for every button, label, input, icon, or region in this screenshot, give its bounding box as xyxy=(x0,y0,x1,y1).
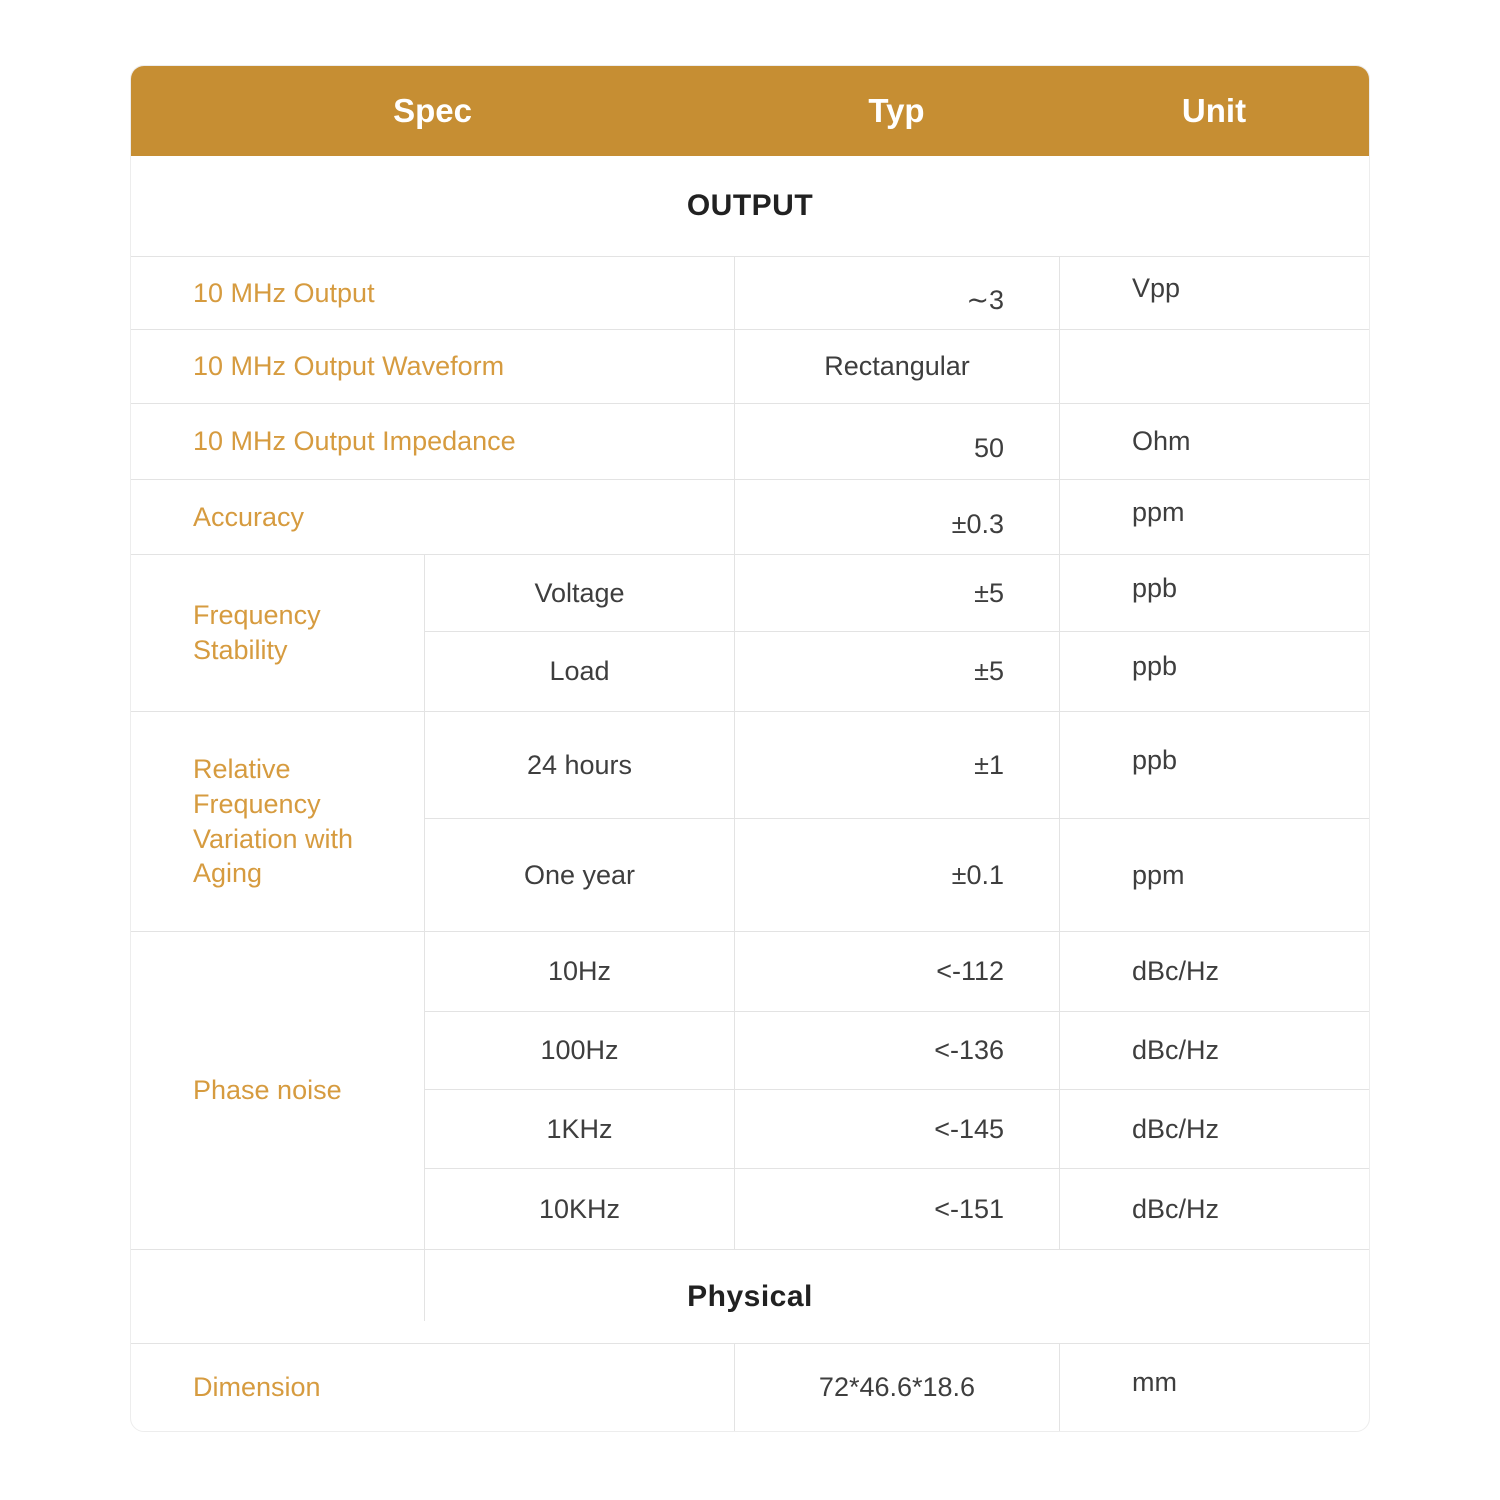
unit-one-year: ppm xyxy=(1059,818,1369,931)
spec-label-phase-noise xyxy=(131,931,424,1249)
typ-value-10khz: <-151 xyxy=(734,1168,1059,1249)
subspec-voltage: Voltage xyxy=(424,554,734,631)
typ-value-load: ±5 xyxy=(734,631,1059,711)
unit-10mhz-output-text: Vpp xyxy=(1132,272,1181,303)
column-header-unit-label: Unit xyxy=(1181,92,1247,129)
spec-label-waveform: 10 MHz Output Waveform xyxy=(131,329,734,403)
subspec-1khz: 1KHz xyxy=(424,1089,734,1168)
typ-value-impedance xyxy=(734,403,1059,479)
subspec-one-year: One year xyxy=(424,818,734,931)
unit-load-text: ppb xyxy=(1132,651,1178,681)
spec-label-accuracy: Accuracy xyxy=(131,479,734,554)
spec-label-aging xyxy=(131,711,424,931)
typ-value-10mhz-output xyxy=(734,256,1059,329)
spec-label-frequency-stability-text: Frequency Stability xyxy=(193,600,321,665)
typ-value-24-hours: ±1 xyxy=(734,711,1059,818)
unit-dimension xyxy=(1059,1343,1369,1431)
unit-impedance: Ohm xyxy=(1059,403,1369,479)
typ-value-accuracy xyxy=(734,479,1059,554)
typ-value-1khz: <-145 xyxy=(734,1089,1059,1168)
typ-value-100hz: <-136 xyxy=(734,1011,1059,1089)
physical-row-partial-divider xyxy=(424,1249,425,1321)
typ-value-voltage: ±5 xyxy=(734,554,1059,631)
unit-waveform xyxy=(1059,329,1369,403)
subspec-load: Load xyxy=(424,631,734,711)
column-header-spec xyxy=(131,66,734,156)
unit-accuracy-text: ppm xyxy=(1132,496,1185,527)
typ-value-impedance-text: 50 xyxy=(973,433,1004,463)
subspec-10khz: 10KHz xyxy=(424,1168,734,1249)
typ-value-accuracy-text: ±0.3 xyxy=(951,508,1004,539)
section-title-output: OUTPUT xyxy=(686,189,814,222)
unit-voltage-text: ppb xyxy=(1132,572,1178,603)
unit-dimension-text: mm xyxy=(1132,1367,1177,1397)
typ-value-10mhz-output-text: ∼3 xyxy=(966,284,1004,315)
spec-label-impedance: 10 MHz Output Impedance xyxy=(131,403,734,479)
column-header-spec-label: Spec xyxy=(393,92,472,129)
unit-10khz: dBc/Hz xyxy=(1059,1168,1369,1249)
typ-value-one-year: ±0.1 xyxy=(734,818,1059,931)
spec-label-dimension: Dimension xyxy=(131,1343,734,1431)
column-header-typ xyxy=(734,66,1059,156)
typ-value-waveform: Rectangular xyxy=(734,329,1059,403)
column-header-typ-label: Typ xyxy=(868,92,925,129)
subspec-10hz: 10Hz xyxy=(424,931,734,1011)
spec-label-aging-text: Relative Frequency Variation with Aging xyxy=(193,754,354,889)
unit-24-hours-text: ppb xyxy=(1132,744,1178,775)
spec-label-frequency-stability xyxy=(131,554,424,711)
typ-value-dimension: 72*46.6*18.6 xyxy=(734,1343,1059,1431)
unit-load xyxy=(1059,631,1369,711)
typ-value-10hz: <-112 xyxy=(734,931,1059,1011)
unit-10mhz-output xyxy=(1059,256,1369,329)
spec-label-phase-noise-text: Phase noise xyxy=(193,1075,342,1106)
unit-10hz: dBc/Hz xyxy=(1059,931,1369,1011)
subspec-100hz: 100Hz xyxy=(424,1011,734,1089)
column-header-unit xyxy=(1059,66,1369,156)
unit-accuracy xyxy=(1059,479,1369,554)
unit-voltage xyxy=(1059,554,1369,631)
unit-100hz: dBc/Hz xyxy=(1059,1011,1369,1089)
spec-table xyxy=(130,65,1370,1432)
subspec-24-hours: 24 hours xyxy=(424,711,734,818)
section-title-physical: Physical xyxy=(131,1249,1369,1343)
unit-24-hours xyxy=(1059,711,1369,818)
unit-1khz: dBc/Hz xyxy=(1059,1089,1369,1168)
spec-label-10mhz-output: 10 MHz Output xyxy=(131,256,734,329)
